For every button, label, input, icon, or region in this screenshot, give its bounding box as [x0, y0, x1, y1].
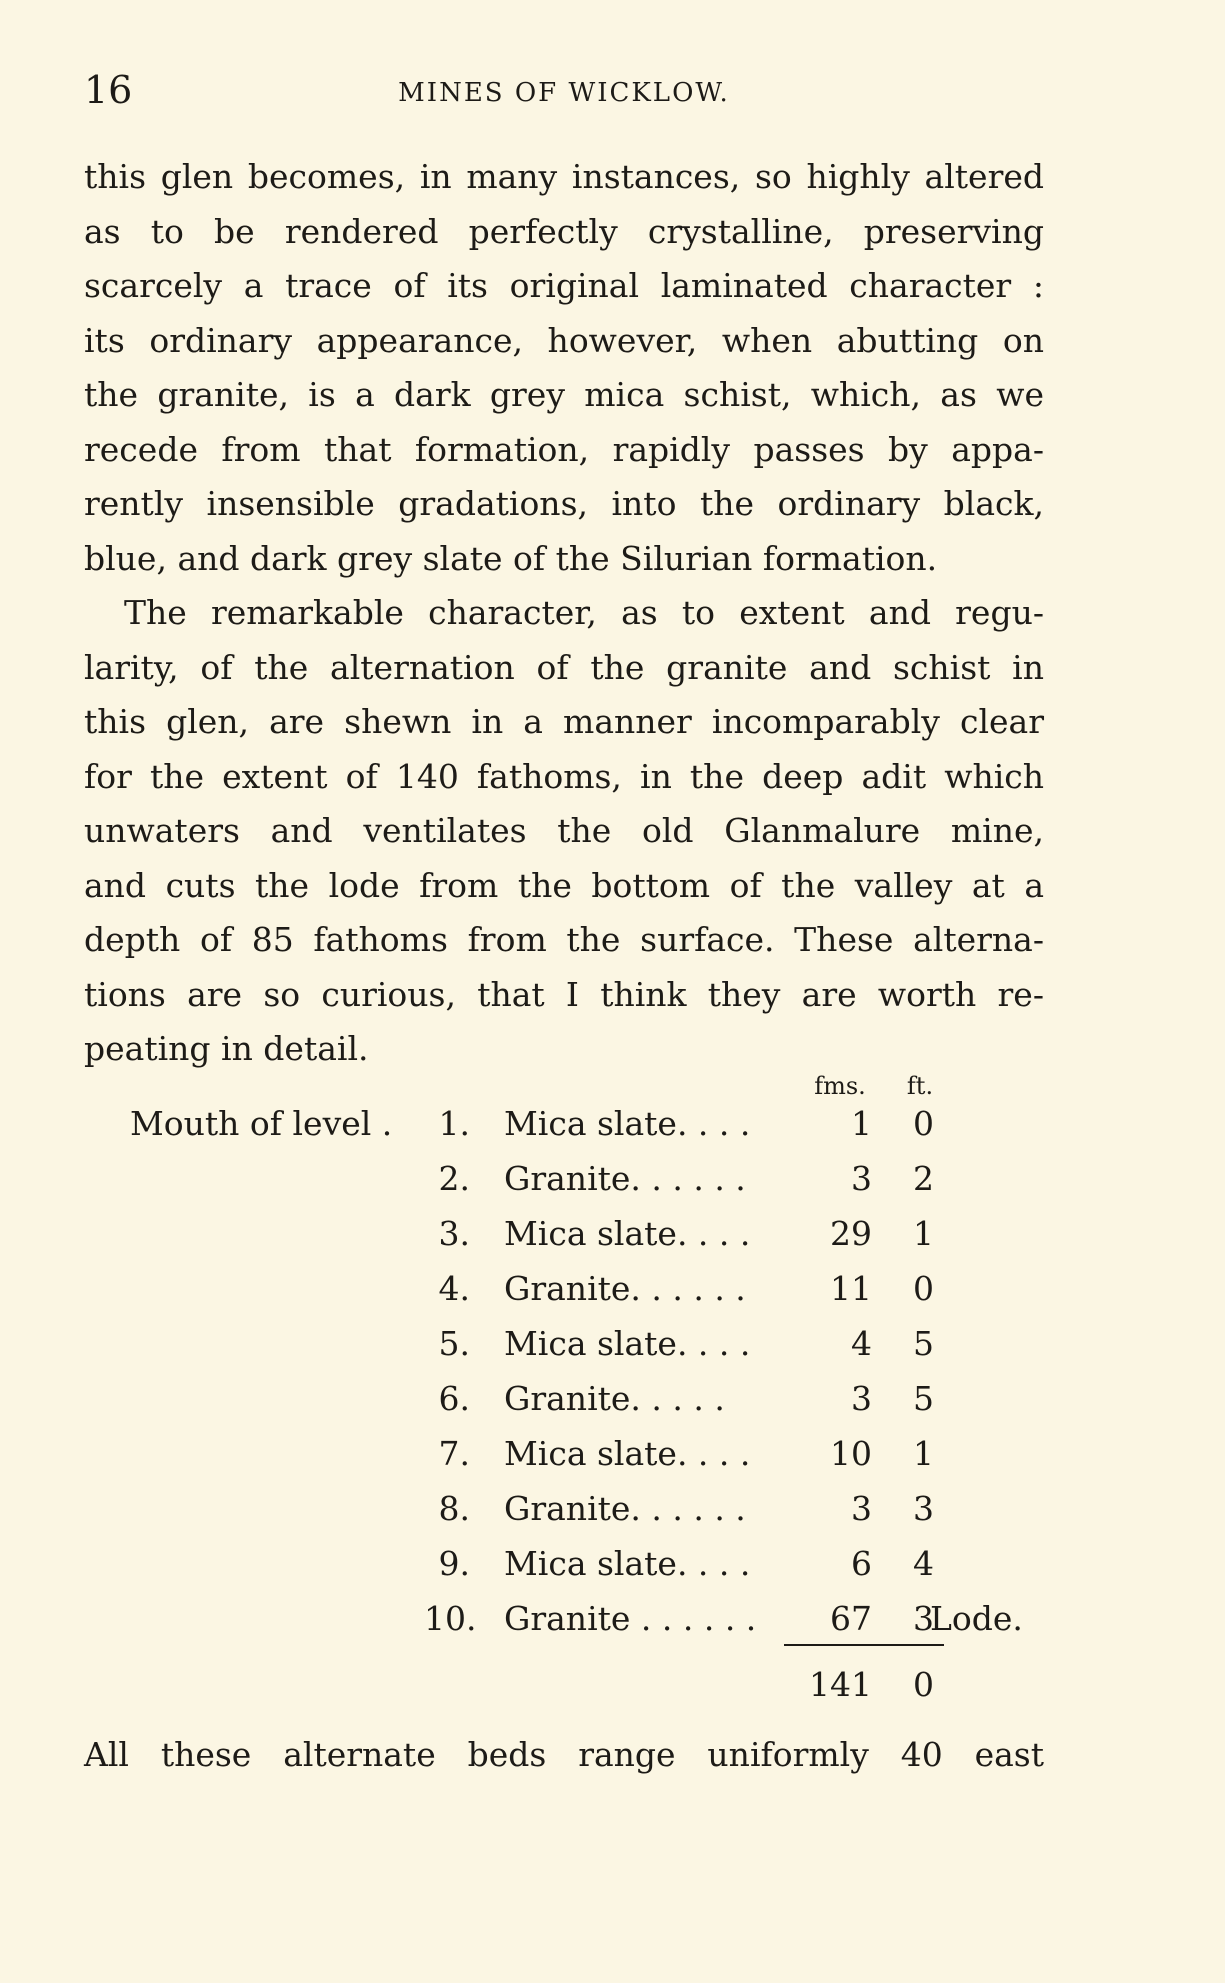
- table-row: [84, 1434, 1044, 1489]
- rock-type: Granite . . . . . .: [504, 1599, 757, 1638]
- unit-feet: ft.: [906, 1072, 934, 1100]
- fathoms-value: 29: [830, 1214, 872, 1253]
- table-row: [84, 1269, 1044, 1324]
- rock-type: Mica slate. . . .: [504, 1324, 751, 1363]
- page-number: 16: [84, 68, 133, 112]
- fathoms-value: 1: [851, 1104, 872, 1143]
- sum-rule: [784, 1644, 944, 1646]
- text-line: the granite, is a dark grey mica schist, which, as we: [84, 375, 1044, 414]
- text-line: this glen, are shewn in a manner incomparably clear: [84, 702, 1044, 741]
- text-line: larity, of the alternation of the granite and schist in: [84, 647, 1044, 687]
- total-row: [84, 1665, 1044, 1720]
- text-line: recede from that formation, rapidly passes by appa-: [84, 429, 1044, 469]
- fathoms-value: 3: [851, 1489, 872, 1528]
- feet-value: 1: [913, 1434, 934, 1473]
- mouth-label: Mouth of level .: [130, 1104, 393, 1143]
- fathoms-value: 3: [851, 1379, 872, 1418]
- feet-value: 0: [913, 1104, 934, 1143]
- row-number: 3.: [438, 1214, 470, 1253]
- table-row: [84, 1214, 1044, 1269]
- rock-type: Granite. . . . . .: [504, 1269, 746, 1308]
- total-fathoms: 141: [809, 1665, 872, 1704]
- rock-type: Granite. . . . . .: [504, 1489, 746, 1528]
- text-line: unwaters and ventilates the old Glanmalure mine,: [84, 811, 1044, 850]
- unit-fathoms: fms.: [814, 1072, 866, 1100]
- text-line: blue, and dark grey slate of the Silurian formation.: [84, 538, 938, 578]
- text-line: The remarkable character, as to extent and regu-: [124, 593, 1044, 632]
- table-row: [84, 1159, 1044, 1214]
- row-number: 2.: [438, 1159, 470, 1198]
- rock-type: Mica slate. . . .: [504, 1434, 751, 1473]
- units-header: [84, 1068, 1044, 1098]
- table-row: [84, 1544, 1044, 1599]
- fathoms-value: 6: [851, 1544, 872, 1583]
- row-number: 9.: [438, 1544, 470, 1583]
- table-row: [84, 1489, 1044, 1544]
- rock-type: Granite. . . . .: [504, 1379, 725, 1418]
- feet-value: 3: [913, 1599, 934, 1638]
- text-line: as to be rendered perfectly crystalline, preserving: [84, 211, 1044, 251]
- feet-value: 5: [913, 1324, 934, 1363]
- text-line: and cuts the lode from the bottom of the valley at a: [84, 865, 1044, 905]
- row-number: 5.: [438, 1324, 470, 1363]
- feet-value: 5: [913, 1379, 934, 1418]
- row-number: 1.: [438, 1104, 470, 1143]
- table-row: [84, 1324, 1044, 1379]
- rock-type: Mica slate. . . .: [504, 1104, 751, 1143]
- rock-type: Mica slate. . . .: [504, 1544, 751, 1583]
- text-line: rently insensible gradations, into the ordinary black,: [84, 484, 1044, 523]
- fathoms-value: 11: [830, 1269, 872, 1308]
- fathoms-value: 4: [851, 1324, 872, 1363]
- feet-value: 2: [913, 1159, 934, 1198]
- text-line: peating in detail.: [84, 1029, 369, 1068]
- page-header: [84, 68, 1044, 118]
- rock-type: Mica slate. . . .: [504, 1214, 751, 1253]
- closing-line: All these alternate beds range uniformly 40 east: [84, 1735, 1044, 1774]
- feet-value: 0: [913, 1269, 934, 1308]
- fathoms-value: 10: [830, 1434, 872, 1473]
- text-line: its ordinary appearance, however, when abutting on: [84, 320, 1044, 360]
- text-line: scarcely a trace of its original laminated character :: [84, 266, 1044, 305]
- row-number: 8.: [438, 1489, 470, 1528]
- text-line: depth of 85 fathoms from the surface. These alterna-: [84, 920, 1044, 959]
- rock-type: Granite. . . . . .: [504, 1159, 746, 1198]
- total-feet: 0: [913, 1665, 934, 1704]
- body-text: [84, 150, 1044, 1077]
- text-line: this glen becomes, in many instances, so highly altered: [84, 157, 1044, 196]
- text-line: for the extent of 140 fathoms, in the deep adit which: [84, 756, 1044, 796]
- fathoms-value: 67: [830, 1599, 872, 1638]
- lode-note: Lode.: [930, 1599, 1023, 1638]
- row-number: 6.: [438, 1379, 470, 1418]
- text-line: tions are so curious, that I think they are worth re-: [84, 974, 1044, 1014]
- fathoms-value: 3: [851, 1159, 872, 1198]
- row-number: 7.: [438, 1434, 470, 1473]
- feet-value: 1: [913, 1214, 934, 1253]
- table-row: [84, 1104, 1044, 1159]
- running-head: MINES OF WICKLOW.: [398, 78, 730, 108]
- feet-value: 3: [913, 1489, 934, 1528]
- row-number: 4.: [438, 1269, 470, 1308]
- table-row: [84, 1379, 1044, 1434]
- row-number: 10.: [424, 1599, 477, 1638]
- feet-value: 4: [913, 1544, 934, 1583]
